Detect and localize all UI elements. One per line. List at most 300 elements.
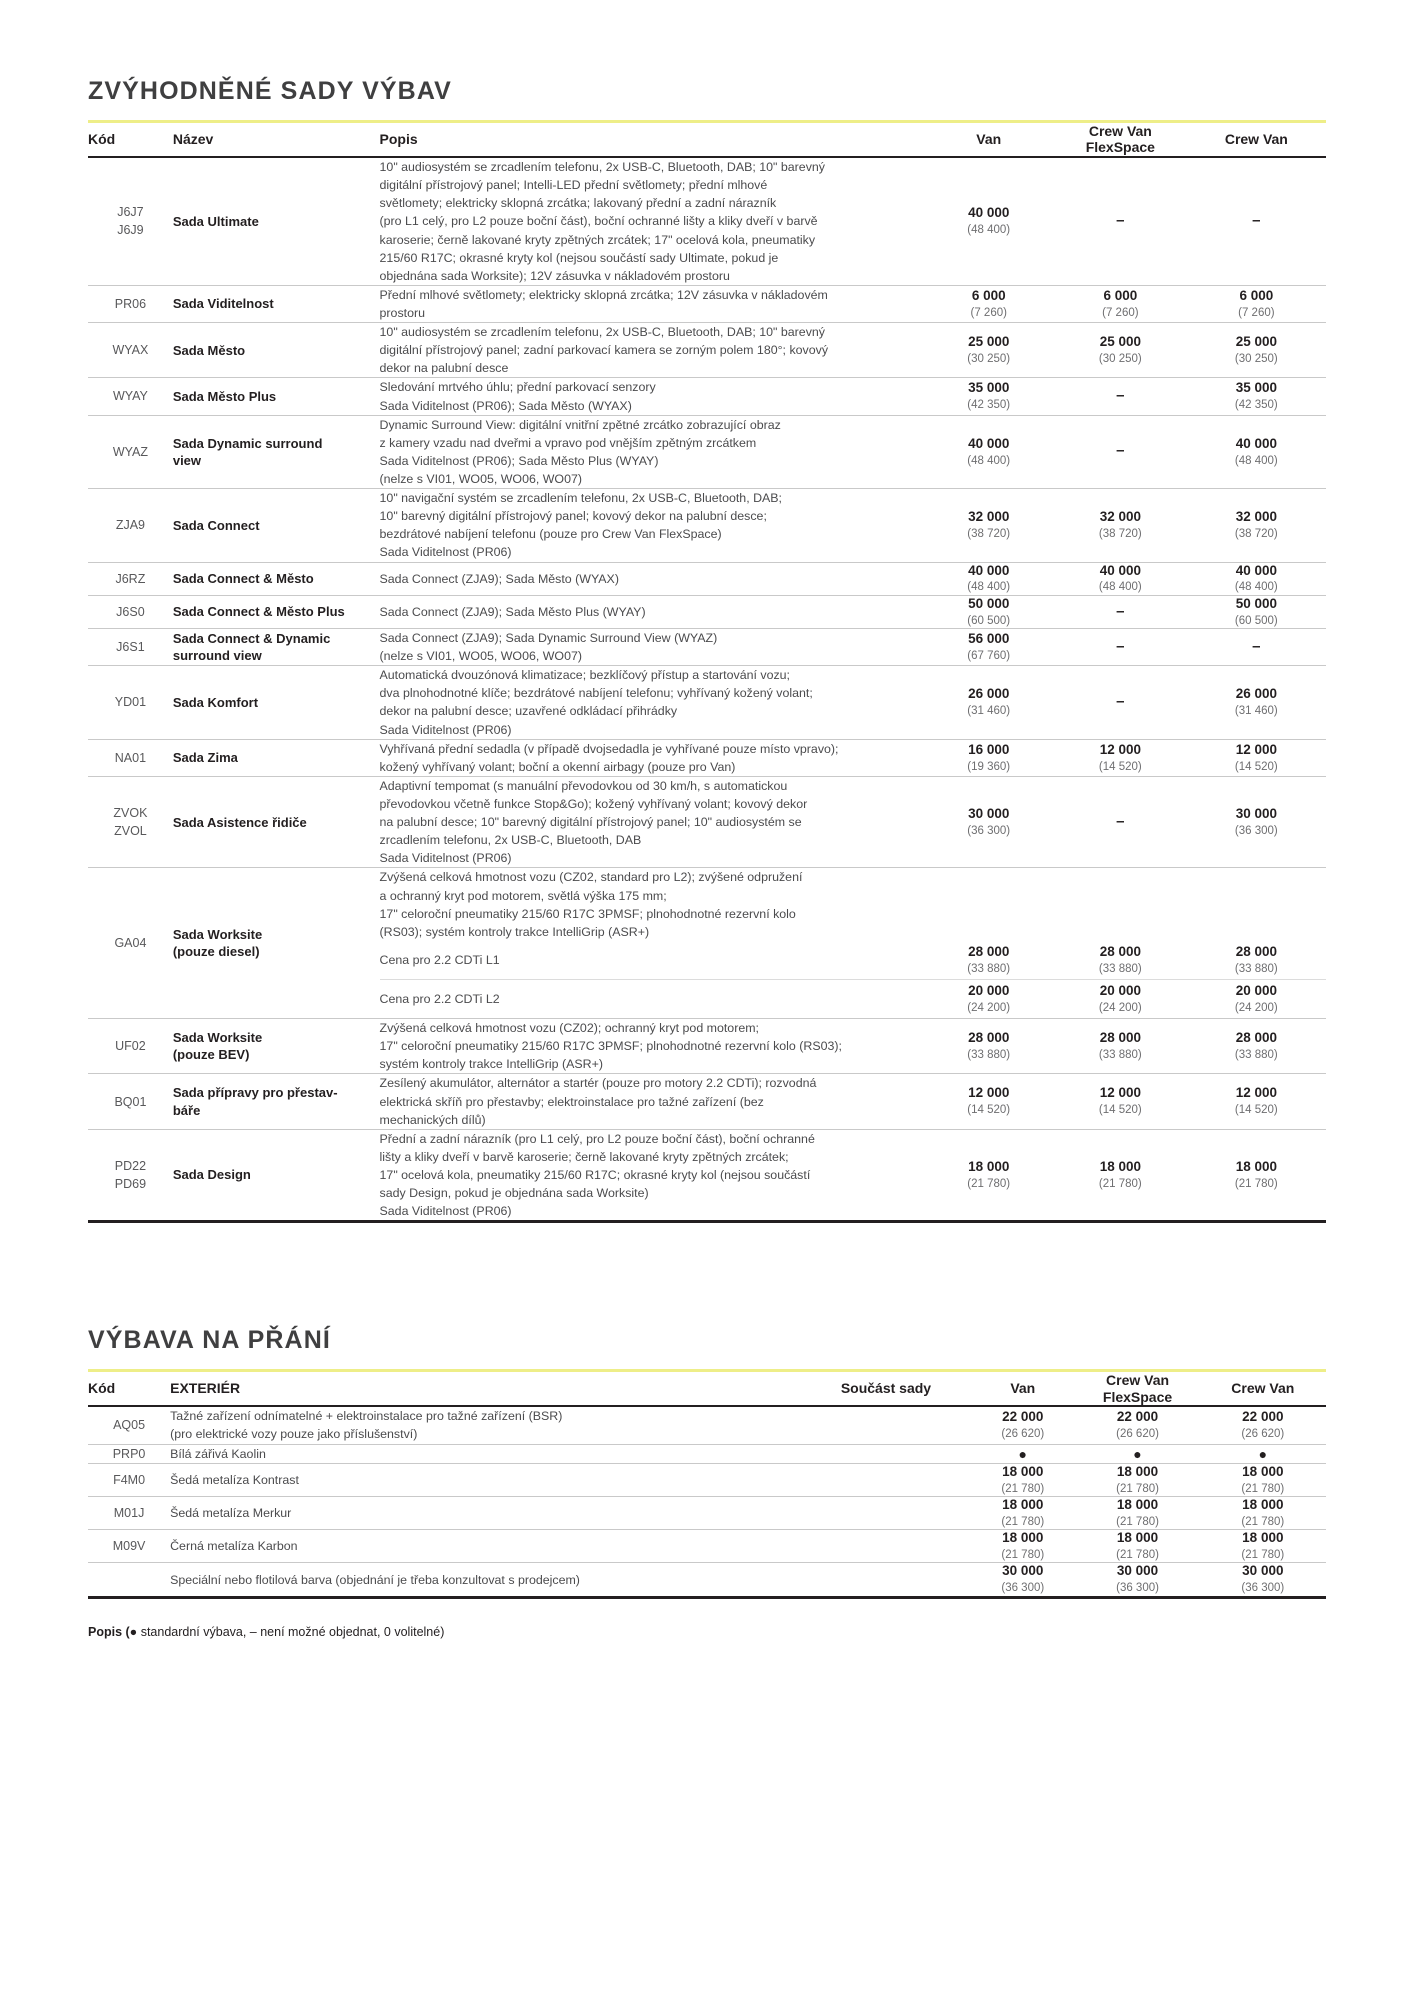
legend [88, 1625, 1326, 1639]
row-price-van [923, 868, 1054, 941]
row-price-crew-van-flexspace [1054, 1129, 1187, 1220]
row-name-line: Sada Dynamic surround [172, 435, 323, 451]
price-vat: (33 880) [1234, 1048, 1278, 1061]
col2-header-part-of-set: Součást sady [840, 1380, 932, 1397]
table-row [88, 1129, 1326, 1220]
price-vat: (21 780) [1241, 1549, 1285, 1562]
price-vat: (33 880) [967, 962, 1011, 975]
desc-line: Zesílený akumulátor, alternátor a startér (pouze pro motory 2.2 CDTi); rozvodná [379, 1076, 817, 1091]
desc-line: sady Design, pokud je objednána sada Worksite) [379, 1186, 649, 1201]
row-price-crew-van [1187, 157, 1326, 285]
desc-line: 10" audiosystém se zrcadlením telefonu, 2x USB-C, Bluetooth, DAB; 10" barevný [379, 160, 825, 175]
price-main: 40 000 [1235, 562, 1277, 578]
price-main: 26 000 [1235, 686, 1277, 702]
desc-line: Automatická dvouzónová klimatizace; bezklíčový přístup a startování vozu; [379, 668, 790, 683]
row-price-van [923, 941, 1054, 980]
section-spacer [88, 1223, 1326, 1327]
row-desc [380, 285, 924, 322]
price-main: – [1116, 442, 1125, 460]
col-header-van: Van [976, 130, 1002, 147]
desc-line: dekor na palubní desce; uzavřené odkládací přihrádky [379, 704, 678, 719]
row-name: Sada Viditelnost [172, 296, 274, 312]
price-main: 18 000 [1242, 1496, 1284, 1512]
desc-line: digitální přístrojový panel; Intelli-LED přední světlomety; přední mlhové [379, 178, 768, 193]
price-vat: (24 200) [1234, 1001, 1278, 1014]
row-price-van [970, 1406, 1075, 1444]
table-row [88, 1406, 1326, 1444]
desc-line: Speciální nebo flotilová barva (objednání je třeba konzultovat s prodejcem) [170, 1572, 580, 1587]
row-desc [380, 776, 924, 868]
price-main: 22 000 [1242, 1409, 1284, 1425]
desc-line: světlomety; elektricky sklopná zrcátka; lakovaný přední a zadní nárazník [379, 196, 777, 211]
price-vat: (48 400) [1098, 581, 1142, 594]
standard-dot-icon: ● [1258, 1445, 1268, 1462]
row-price-van [970, 1563, 1075, 1596]
table-row [88, 595, 1326, 628]
price-vat: (33 880) [1098, 1048, 1142, 1061]
row-code: AQ05 [113, 1418, 146, 1433]
row-price-crew-van [1200, 1563, 1326, 1596]
row-code: ZJA9 [115, 518, 146, 533]
row-price-crew-van [1200, 1444, 1326, 1463]
price-vat: (48 400) [1234, 454, 1278, 467]
row-price-crew-van-flexspace [1075, 1530, 1199, 1563]
desc-line: Sledování mrtvého úhlu; přední parkovací senzory [379, 380, 656, 395]
price-main: 18 000 [1235, 1158, 1277, 1174]
row-code: PR06 [114, 296, 147, 311]
desc-line: Sada Viditelnost (PR06) [379, 545, 512, 560]
price-main: 18 000 [1116, 1530, 1159, 1546]
desc-line: Vyhřívaná přední sedadla (v případě dvojsedadla je vyhřívané pouze místo vpravo); [379, 741, 839, 756]
row-name-line: (pouze diesel) [172, 944, 260, 960]
price-main: 32 000 [968, 509, 1010, 525]
col-header-crew-van: Crew Van [1224, 130, 1288, 147]
code-line: ZVOL [114, 824, 147, 839]
optional-equipment-table [88, 1372, 1326, 1596]
desc-line: Sada Connect (ZJA9); Sada Dynamic Surround View (WYAZ) [379, 631, 718, 645]
price-vat: (7 260) [1102, 306, 1139, 319]
price-main: 16 000 [968, 741, 1010, 757]
table2-body [88, 1406, 1326, 1595]
table-row [88, 1530, 1326, 1563]
row-desc [380, 378, 924, 415]
price-main: 18 000 [1099, 1158, 1141, 1174]
row-price-van [923, 1019, 1054, 1074]
price-main: – [1116, 602, 1125, 620]
row-price-crew-van [1187, 666, 1326, 739]
price-vat: (30 250) [967, 352, 1011, 365]
row-code: J6S0 [116, 604, 145, 619]
price-main: 40 000 [1235, 435, 1277, 451]
row-code: M09V [112, 1539, 146, 1554]
row-desc [170, 1496, 802, 1529]
row-price-crew-van [1200, 1530, 1326, 1563]
table2-header [88, 1372, 1326, 1407]
table-row [88, 1463, 1326, 1496]
desc-line: Zvýšená celková hmotnost vozu (CZ02); ochranný kryt pod motorem; [379, 1021, 759, 1036]
desc-line: dva plnohodnotné klíče; bezdrátové nabíjení telefonu; vyhřívaný kožený volant; [379, 686, 813, 701]
row-price-crew-van [1187, 323, 1326, 378]
row-price-crew-van-flexspace [1054, 868, 1187, 941]
price-main: 50 000 [1235, 595, 1277, 611]
price-vat: (33 880) [1098, 962, 1142, 975]
price-main: 22 000 [1116, 1409, 1159, 1425]
desc-line: (RS03); systém kontroly trakce IntelliGrip (ASR+) [379, 924, 650, 939]
price-vat: (48 400) [967, 454, 1011, 467]
row-price-crew-van [1187, 979, 1326, 1018]
desc-line: Sada Connect (ZJA9); Sada Město Plus (WYAY) [379, 604, 646, 619]
price-main: 30 000 [968, 806, 1010, 822]
col-header-code: Kód [88, 130, 116, 147]
row-code: UF02 [115, 1039, 146, 1054]
row-price-crew-van-flexspace [1054, 941, 1187, 980]
row-price-crew-van-flexspace [1054, 739, 1187, 776]
row-name [173, 1019, 380, 1074]
row-price-crew-van-flexspace [1054, 157, 1187, 285]
row-price-crew-van [1200, 1406, 1326, 1444]
row-price-crew-van-flexspace [1054, 979, 1187, 1018]
price-main: 28 000 [968, 943, 1010, 959]
price-vat: (48 400) [967, 581, 1011, 594]
code-line: J6J7 [117, 205, 144, 220]
price-main: 40 000 [968, 435, 1010, 451]
row-name: Sada Komfort [172, 694, 259, 710]
row-part-of-set [802, 1496, 970, 1529]
price-vat: (38 720) [967, 528, 1011, 541]
price-main: 12 000 [1235, 1085, 1277, 1101]
row-name: Sada Město [172, 342, 246, 358]
price-main: 22 000 [1002, 1409, 1044, 1425]
code-line: J6J9 [117, 223, 144, 238]
price-main: 28 000 [1235, 1030, 1277, 1046]
desc-line: Zvýšená celková hmotnost vozu (CZ02, standard pro L2); zvýšené odpružení [379, 870, 803, 885]
table-row [88, 1563, 1326, 1596]
row-name-line: Sada Worksite [172, 926, 263, 942]
desc-line: 10" audiosystém se zrcadlením telefonu, 2x USB-C, Bluetooth, DAB; 10" barevný [379, 325, 825, 340]
table-row [88, 1074, 1326, 1129]
row-desc [380, 941, 924, 980]
col2-header-exterior: EXTERIÉR [170, 1380, 241, 1397]
price-vat: (42 350) [967, 399, 1011, 412]
row-price-van [923, 979, 1054, 1018]
col-header-crew-van-flexspace [1054, 123, 1187, 158]
row-part-of-set [802, 1463, 970, 1496]
row-code: WYAY [112, 389, 148, 404]
price-main: 26 000 [968, 686, 1010, 702]
row-name: Sada Asistence řidiče [172, 814, 307, 830]
row-price-crew-van [1187, 562, 1326, 595]
row-desc [380, 739, 924, 776]
row-code: WYAZ [112, 444, 149, 459]
price-main: 40 000 [968, 562, 1010, 578]
code-line: ZVOK [113, 806, 148, 821]
desc-line: systém kontroly trakce IntelliGrip (ASR+) [379, 1057, 603, 1072]
desc-line: Dynamic Surround View: digitální vnitřní zpětné zrcátko zobrazující obraz [379, 417, 781, 432]
row-price-crew-van [1187, 868, 1326, 941]
row-name: Sada Ultimate [172, 213, 259, 229]
desc-line: 215/60 R17C; okrasné kryty kol (nejsou součástí sady Ultimate, pokud je [379, 250, 779, 265]
price-main: – [1116, 387, 1125, 405]
desc-line: Sada Viditelnost (PR06) [379, 1204, 512, 1219]
price-main: 28 000 [968, 1030, 1010, 1046]
row-price-van [923, 1129, 1054, 1220]
row-code: WYAX [112, 343, 149, 358]
desc-line: 17" celoroční pneumatiky 215/60 R17C 3PMSF; plnohodnotné rezervní kolo [379, 906, 796, 921]
desc-line: 17" celoroční pneumatiky 215/60 R17C 3PMSF; plnohodnotné rezervní kolo (RS03); [379, 1039, 842, 1054]
price-main: 40 000 [968, 205, 1010, 221]
col2-header-crew-van: Crew Van [1231, 1380, 1295, 1397]
price-vat: (14 520) [1234, 1104, 1278, 1117]
price-vat: (26 620) [1001, 1428, 1045, 1441]
desc-line: (nelze s VI01, WO05, WO06, WO07) [379, 649, 582, 664]
row-price-van [923, 666, 1054, 739]
price-vat: (67 760) [967, 649, 1011, 662]
price-main: 18 000 [1116, 1463, 1159, 1479]
price-main: 12 000 [968, 1085, 1010, 1101]
row-part-of-set [802, 1563, 970, 1596]
row-desc [170, 1530, 802, 1563]
row-desc [380, 666, 924, 739]
price-main: 30 000 [1235, 806, 1277, 822]
desc-line: kožený vyhřívaný volant; boční a okenní airbagy (pouze pro Van) [379, 759, 736, 774]
row-price-crew-van [1187, 776, 1326, 868]
price-vat: (38 720) [1098, 528, 1142, 541]
page-title: ZVÝHODNĚNÉ SADY VÝBAV [88, 77, 452, 105]
desc-line: na palubní desce; 10" barevný digitální přístrojový panel; 10" audiosystém se [379, 815, 802, 830]
price-main: 6 000 [1103, 287, 1138, 303]
row-price-crew-van [1187, 285, 1326, 322]
row-desc [380, 1129, 924, 1220]
row-price-crew-van-flexspace [1075, 1444, 1199, 1463]
standard-dot-icon: ● [1018, 1445, 1028, 1462]
row-price-crew-van [1187, 1074, 1326, 1129]
row-price-van [923, 629, 1054, 666]
desc-line: dekor na palubní desce [379, 361, 509, 376]
price-main: 18 000 [968, 1158, 1010, 1174]
row-price-van [923, 1074, 1054, 1129]
table-row [88, 666, 1326, 739]
price-vat: (60 500) [1234, 614, 1278, 627]
table-row [88, 868, 1326, 941]
desc-line: 17" ocelová kola, pneumatiky 215/60 R17C; okrasné kryty kol (nejsou součástí [379, 1167, 811, 1182]
table-row [88, 562, 1326, 595]
row-price-crew-van-flexspace [1054, 489, 1187, 562]
col2-header-crew-van-flexspace-line1: Crew Van [1106, 1371, 1170, 1388]
table-row [88, 489, 1326, 562]
desc-line: zrcadlením telefonu, 2x USB-C, Bluetooth, DAB [379, 833, 642, 848]
desc-line: Sada Viditelnost (PR06) [379, 851, 512, 866]
row-price-crew-van-flexspace [1054, 1074, 1187, 1129]
desc-line: objednána sada Worksite); 12V zásuvka v nákladovém prostoru [379, 268, 730, 283]
price-vat: (21 780) [1098, 1177, 1142, 1190]
desc-line: Sada Viditelnost (PR06) [379, 722, 512, 737]
price-vat: (24 200) [1098, 1001, 1142, 1014]
row-code: M01J [113, 1506, 145, 1521]
desc-line: (pro elektrické vozy pouze jako příslušenství) [170, 1427, 418, 1442]
col-header-crew-van-flexspace-line1: Crew Van [1088, 122, 1152, 139]
desc-line: (pro L1 celý, pro L2 pouze boční část), boční ochranné lišty a kliky dveří v barvě [379, 214, 818, 229]
row-code: GA04 [114, 936, 147, 951]
row-price-van [923, 415, 1054, 488]
col2-header-code: Kód [88, 1380, 116, 1397]
desc-line: převodovkou včetně funkce Stop&Go); kožený vyhřívaný volant; kovový dekor [379, 796, 808, 811]
row-price-crew-van [1187, 595, 1326, 628]
price-vat: (33 880) [1234, 962, 1278, 975]
row-desc [170, 1444, 802, 1463]
row-price-van [923, 285, 1054, 322]
price-main: – [1116, 212, 1125, 230]
legend-label: Popis ( [88, 1624, 130, 1639]
price-vat: (21 780) [1116, 1482, 1159, 1495]
row-price-crew-van [1200, 1496, 1326, 1529]
row-name [173, 1074, 380, 1129]
price-main: 35 000 [968, 380, 1010, 396]
table-row [88, 157, 1326, 285]
row-price-van [923, 776, 1054, 868]
price-vat: (21 780) [1241, 1482, 1285, 1495]
desc-line: Přední a zadní nárazník (pro L1 celý, pro L2 pouze boční část), boční ochranné [379, 1131, 815, 1146]
price-vat: (36 300) [1001, 1582, 1045, 1595]
row-price-crew-van-flexspace [1075, 1563, 1199, 1596]
row-desc [380, 415, 924, 488]
desc-line: z kamery vzadu nad dveřmi a vpravo pod vnějším zpětným zrcátkem [379, 435, 757, 450]
table-body [88, 157, 1326, 1220]
price-main: – [1116, 693, 1125, 711]
price-vat: (19 360) [967, 760, 1011, 773]
row-code [88, 1563, 170, 1596]
row-price-van [923, 157, 1054, 285]
row-code: BQ01 [114, 1094, 147, 1109]
code-line: PD22 [114, 1158, 147, 1173]
price-main: 30 000 [1002, 1563, 1044, 1579]
desc-line: Přední mlhové světlomety; elektricky sklopná zrcátka; 12V zásuvka v nákladovém [379, 287, 828, 302]
equipment-packs-table [88, 123, 1326, 1221]
desc-line: bezdrátové nabíjení telefonu (pouze pro Crew Van FlexSpace) [379, 527, 722, 542]
desc-line: Adaptivní tempomat (s manuální převodovkou od 30 km/h, s automatickou [379, 778, 788, 793]
price-vat: (36 300) [967, 824, 1011, 837]
row-desc [380, 489, 924, 562]
desc-line: karoserie; černě lakované kryty zpětných zrcátek; 17" ocelová kola, pneumatiky [379, 232, 816, 247]
price-main: 32 000 [1235, 509, 1277, 525]
row-name: Sada Connect & Město [172, 570, 314, 586]
price-vat: (48 400) [967, 224, 1011, 237]
col-header-desc: Popis [379, 130, 418, 147]
row-desc [380, 595, 924, 628]
row-name: Sada Zima [172, 750, 238, 766]
row-code: YD01 [114, 695, 147, 710]
row-price-crew-van [1187, 739, 1326, 776]
row-desc [170, 1406, 802, 1444]
col2-header-van: Van [1010, 1380, 1036, 1397]
row-price-van [970, 1444, 1075, 1463]
price-main: 20 000 [1099, 982, 1141, 998]
col2-header-crew-van-flexspace [1075, 1372, 1199, 1407]
price-vat: (26 620) [1116, 1428, 1159, 1441]
row-code: PRP0 [112, 1446, 146, 1461]
price-main: 40 000 [1099, 562, 1141, 578]
row-name: Sada Connect & Město Plus [172, 604, 345, 620]
price-main: 56 000 [968, 630, 1010, 646]
table2-bottom-rule [88, 1596, 1326, 1599]
row-desc [380, 979, 924, 1018]
row-name: Sada Design [172, 1167, 251, 1183]
table-row [88, 323, 1326, 378]
price-vat: (21 780) [1001, 1549, 1045, 1562]
row-price-crew-van-flexspace [1054, 562, 1187, 595]
row-price-crew-van-flexspace [1054, 776, 1187, 868]
col-header-name: Název [172, 130, 214, 147]
price-main: – [1252, 212, 1261, 230]
row-price-crew-van [1187, 415, 1326, 488]
price-vat: (36 300) [1116, 1582, 1159, 1595]
desc-line: Bílá zářivá Kaolin [170, 1446, 266, 1461]
row-price-crew-van-flexspace [1075, 1406, 1199, 1444]
price-main: 25 000 [968, 334, 1010, 350]
desc-line: digitální přístrojový panel; zadní parkovací kamera se zorným polem 180°; kovový [379, 343, 829, 358]
row-name: Sada Město Plus [172, 388, 277, 404]
row-price-crew-van-flexspace [1054, 629, 1187, 666]
desc-line: Šedá metalíza Kontrast [170, 1472, 299, 1487]
row-price-van [923, 595, 1054, 628]
row-name: Sada Connect [172, 517, 260, 533]
desc-line: Tažné zařízení odnímatelné + elektroinstalace pro tažné zařízení (BSR) [170, 1409, 563, 1424]
desc-line: Sada Viditelnost (PR06); Sada Město Plus (WYAY) [379, 453, 659, 468]
price-main: 18 000 [1002, 1463, 1044, 1479]
row-desc [380, 1074, 924, 1129]
price-main: 18 000 [1002, 1496, 1044, 1512]
row-name-line: báře [172, 1102, 201, 1118]
row-price-crew-van-flexspace [1054, 323, 1187, 378]
price-vat: (21 780) [1116, 1515, 1159, 1528]
desc-line: elektrická skříň pro přestavby; elektroinstalace pro tažné zařízení (bez [379, 1094, 764, 1109]
price-vat: (31 460) [967, 705, 1011, 718]
price-vat: (21 780) [967, 1177, 1011, 1190]
col2-header-crew-van-flexspace-line2: FlexSpace [1102, 1388, 1173, 1405]
desc-line: mechanických dílů) [379, 1112, 486, 1127]
row-price-van [970, 1496, 1075, 1529]
row-desc [170, 1563, 802, 1596]
row-price-van [923, 562, 1054, 595]
price-vat: (24 200) [967, 1001, 1011, 1014]
price-vat: (21 780) [1241, 1515, 1285, 1528]
row-desc [380, 562, 924, 595]
table-row [88, 285, 1326, 322]
price-vat: (36 300) [1234, 824, 1278, 837]
table-row [88, 629, 1326, 666]
row-code: J6S1 [116, 640, 145, 655]
price-vat: (31 460) [1234, 705, 1278, 718]
price-vat: (33 880) [967, 1048, 1011, 1061]
price-main: 25 000 [1099, 334, 1141, 350]
row-code: F4M0 [113, 1472, 146, 1487]
price-main: 28 000 [1099, 1030, 1141, 1046]
price-main: 18 000 [1002, 1530, 1044, 1546]
price-main: 12 000 [1099, 741, 1141, 757]
row-price-van [923, 739, 1054, 776]
price-main: 12 000 [1099, 1085, 1141, 1101]
desc-line: 10" barevný digitální přístrojový panel; kovový dekor na palubní desce; [379, 509, 767, 524]
price-vat: (26 620) [1241, 1428, 1285, 1441]
code-line: PD69 [114, 1177, 147, 1191]
price-vat: (7 260) [970, 306, 1007, 319]
row-code: NA01 [114, 750, 147, 765]
price-vat: (14 520) [1098, 760, 1142, 773]
desc-line: Sada Viditelnost (PR06); Sada Město (WYAX) [379, 398, 632, 413]
price-main: 32 000 [1099, 509, 1141, 525]
row-code [88, 157, 173, 285]
price-vat: (14 520) [1234, 760, 1278, 773]
price-main: 30 000 [1242, 1563, 1284, 1579]
